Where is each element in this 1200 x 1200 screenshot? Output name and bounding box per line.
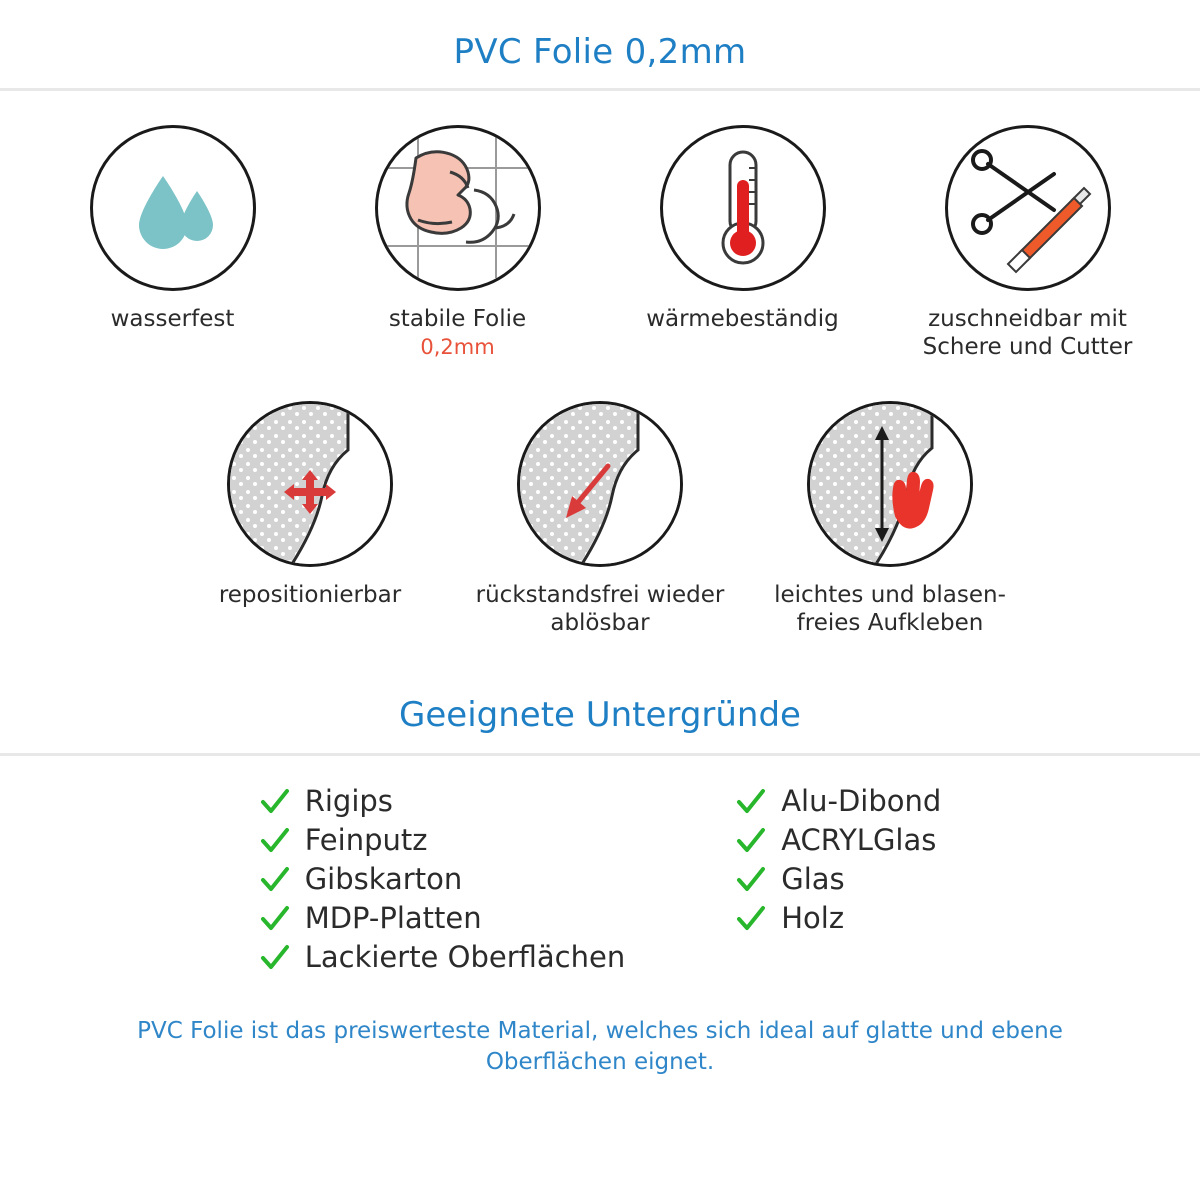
list-item-label: ACRYLGlas — [781, 823, 937, 858]
list-item-label: Gibskarton — [304, 862, 463, 897]
feature-rueckstandsfrei — [455, 401, 745, 637]
list-item-label: Glas — [781, 862, 845, 897]
list-item — [259, 825, 626, 857]
list-item — [259, 786, 626, 818]
feature-label: rückstandsfrei wieder ablösbar — [475, 582, 725, 637]
feature-wasserfest — [30, 125, 315, 333]
feature-label: wärmebeständig — [646, 306, 839, 332]
check-mark-icon — [735, 786, 767, 818]
feature-label: zuschneidbar mit Schere und Cutter — [922, 306, 1133, 361]
list-item — [259, 903, 626, 935]
check-mark-icon — [259, 942, 291, 974]
page-title: PVC Folie 0,2mm — [453, 32, 747, 72]
feature-waermebestaendig — [600, 125, 885, 333]
feature-icon-circle — [227, 401, 393, 567]
check-mark-icon — [735, 825, 767, 857]
list-item-label: Feinputz — [304, 823, 428, 858]
substrates-lists — [0, 756, 1200, 974]
list-item — [735, 903, 941, 935]
list-item — [259, 942, 626, 974]
list-item-label: Alu-Dibond — [781, 784, 942, 819]
water-drops-icon — [93, 128, 253, 288]
feature-icon-circle — [660, 125, 826, 291]
list-item-label: Lackierte Oberflächen — [304, 940, 626, 975]
check-mark-icon — [259, 786, 291, 818]
header — [0, 0, 1200, 88]
substrates-column-left — [259, 786, 626, 974]
check-mark-icon — [259, 864, 291, 896]
footnote-text: PVC Folie ist das preiswerteste Material, welches sich ideal auf glatte und ebene Oberflächen eignet. — [137, 1018, 1063, 1076]
list-item-label: Rigips — [304, 784, 393, 819]
scissors-cutter-icon — [948, 128, 1108, 288]
feature-icon-circle — [807, 401, 973, 567]
check-mark-icon — [735, 864, 767, 896]
feature-blasenfreies-aufkleben — [745, 401, 1035, 637]
substrates-header — [0, 695, 1200, 753]
list-item — [735, 825, 941, 857]
feature-icon-circle — [375, 125, 541, 291]
list-item — [735, 786, 941, 818]
hand-bubble-free-icon — [810, 404, 970, 564]
feature-label: leichtes und blasen- freies Aufkleben — [774, 582, 1006, 637]
list-item-label: Holz — [781, 901, 845, 936]
feature-zuschneidbar — [885, 125, 1170, 361]
thermometer-icon — [663, 128, 823, 288]
reposition-arrows-icon — [230, 404, 390, 564]
peel-off-arrow-icon — [520, 404, 680, 564]
check-mark-icon — [735, 903, 767, 935]
feature-icon-circle — [90, 125, 256, 291]
feature-icon-circle — [517, 401, 683, 567]
feature-label: stabile Folie — [388, 306, 527, 332]
section-title: Geeignete Untergründe — [399, 695, 801, 736]
cutter-knife — [1008, 188, 1090, 272]
strong-arm-icon — [378, 128, 538, 288]
feature-sublabel: 0,2mm — [420, 335, 495, 360]
feature-repositionierbar — [165, 401, 455, 609]
list-item — [259, 864, 626, 896]
list-item-label: MDP-Platten — [304, 901, 482, 936]
feature-stabile-folie — [315, 125, 600, 359]
list-item — [735, 864, 941, 896]
check-mark-icon — [259, 903, 291, 935]
features-section — [0, 91, 1200, 637]
check-mark-icon — [259, 825, 291, 857]
features-row-2 — [0, 401, 1200, 637]
features-row-1 — [0, 125, 1200, 361]
feature-label: repositionierbar — [218, 582, 402, 609]
substrates-column-right — [735, 786, 941, 974]
feature-label: wasserfest — [110, 306, 235, 332]
feature-icon-circle — [945, 125, 1111, 291]
